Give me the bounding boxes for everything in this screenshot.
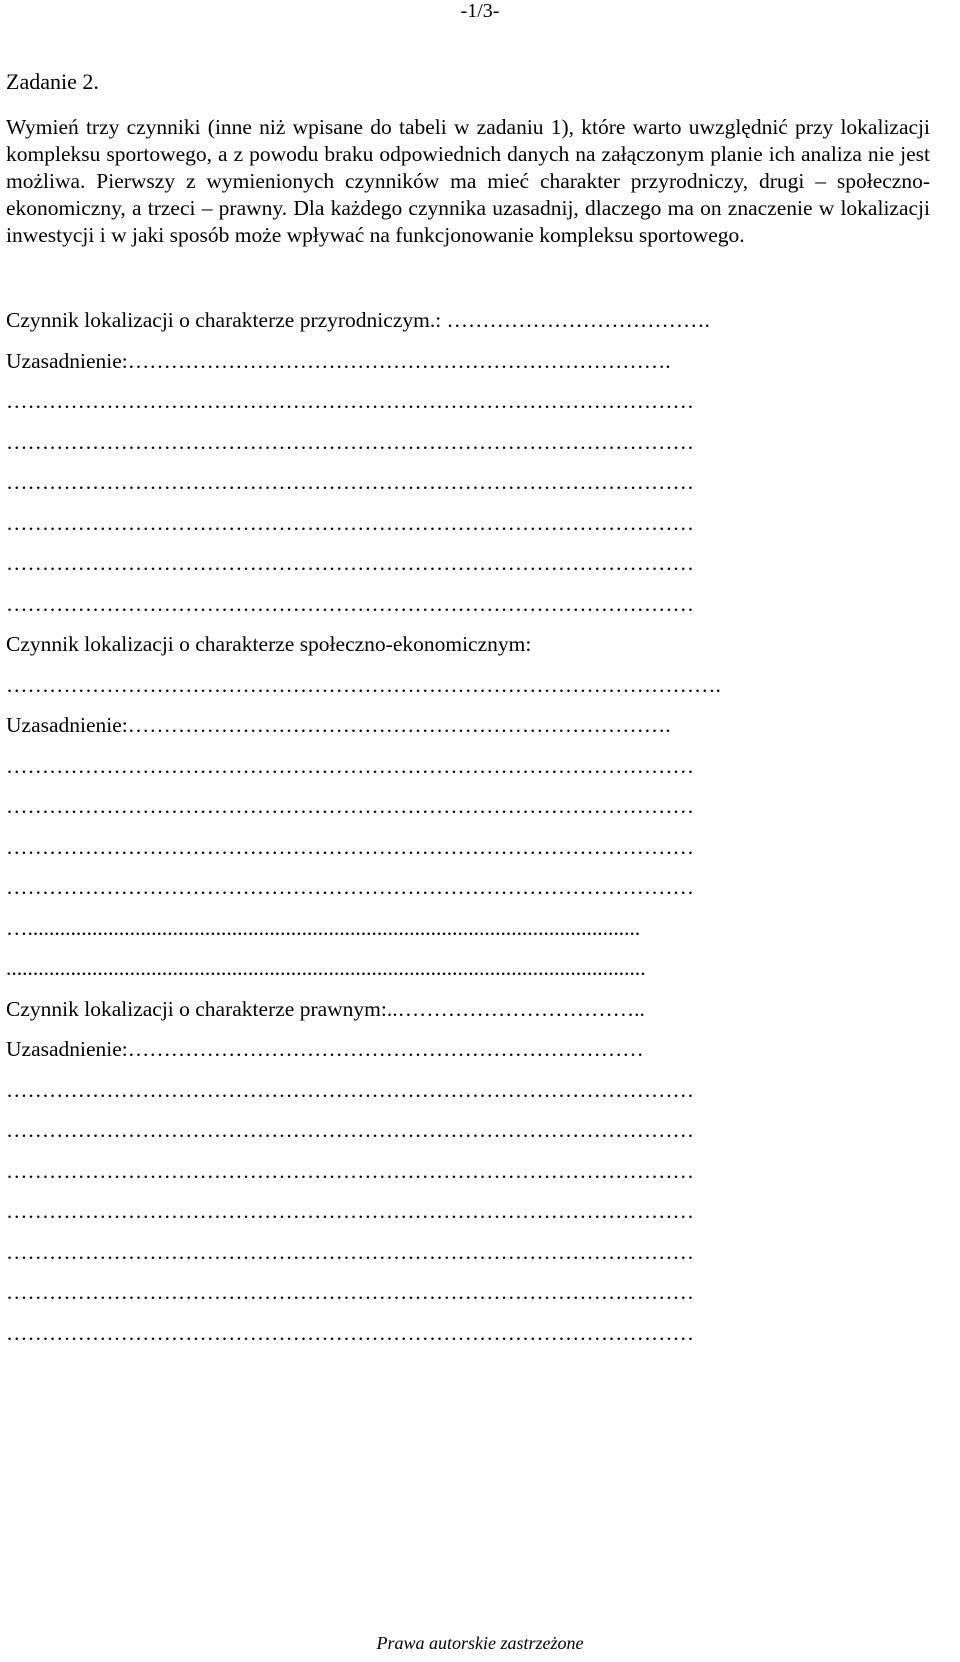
answer-line: …………………………………………………………………………………… [6, 591, 694, 616]
answer-line: …………………………………………………………………………………… [6, 470, 694, 494]
factor-natural-label: Czynnik lokalizacji o charakterze przyrodniczym.: ………………………………. [6, 308, 710, 332]
answer-line: …………………………………………………………………………………… [6, 551, 694, 575]
page-number: -1/3- [460, 0, 500, 22]
answer-line: …………………………………………………………………………………… [6, 1199, 694, 1223]
copyright-footer: Prawa autorskie zastrzeżone [376, 1633, 584, 1653]
answer-line: …………………………………………………………………………………… [6, 834, 694, 859]
answer-line: …………………………………………………………………………………… [6, 1077, 694, 1102]
answer-line: ....................................................................................................................... [6, 956, 646, 980]
factor-socioeconomic-label: Czynnik lokalizacji o charakterze społeczno-ekonomicznym: [6, 632, 532, 656]
answer-line: …………………………………………………………………………………… [6, 1280, 694, 1304]
answer-line: …………………………………………………………………………………… [6, 753, 694, 778]
answer-line: …………………………………………………………………………………… [6, 794, 694, 818]
answer-line: …………………………………………………………………………………… [6, 1320, 694, 1345]
justification-label: Uzasadnienie:…………………………………………………………………. [6, 713, 671, 737]
answer-line: …………………………………………………………………………………… [6, 510, 694, 535]
answer-line: …………………………………………………………………………………… [6, 389, 694, 413]
answer-line: …………………………………………………………………………………… [6, 1239, 694, 1264]
answer-area [6, 300, 930, 1353]
justification-label: Uzasadnienie:……………………………………………………………… [6, 1037, 644, 1061]
factor-legal-label: Czynnik lokalizacji o charakterze prawnym:..…………………………….. [6, 996, 645, 1021]
answer-line: …………………………………………………………………………………… [6, 875, 694, 899]
task-section [6, 68, 930, 249]
answer-line: ….................................................................................................................. [6, 915, 641, 940]
justification-label: Uzasadnienie:…………………………………………………………………. [6, 348, 671, 373]
task-heading: Zadanie 2. [6, 69, 99, 94]
answer-line: …………………………………………………………………………………… [6, 1158, 694, 1183]
answer-line: …………………………………………………………………………………… [6, 1118, 694, 1142]
answer-line: …………………………………………………………………………………… [6, 429, 694, 454]
task-instructions: Wymień trzy czynniki (inne niż wpisane do tabeli w zadaniu 1), które warto uwzględnić przy lokalizacji kompleksu sportowego, a z powodu braku odpowiednich danych na załączonym planie ich analiza nie jest możliwa. Pierwszy z wymienionych czynników ma mieć charakter przyrodniczy, drugi – społeczno-ekonomiczny, a trzeci – prawny. Dla każdego czynnika uzasadnij, dlaczego ma on znaczenie w lokalizacji inwestycji i w jaki sposób może wpływać na funkcjonowanie kompleksu sportowego. [6, 115, 930, 247]
answer-line: ………………………………………………………………………………………. [6, 672, 721, 697]
